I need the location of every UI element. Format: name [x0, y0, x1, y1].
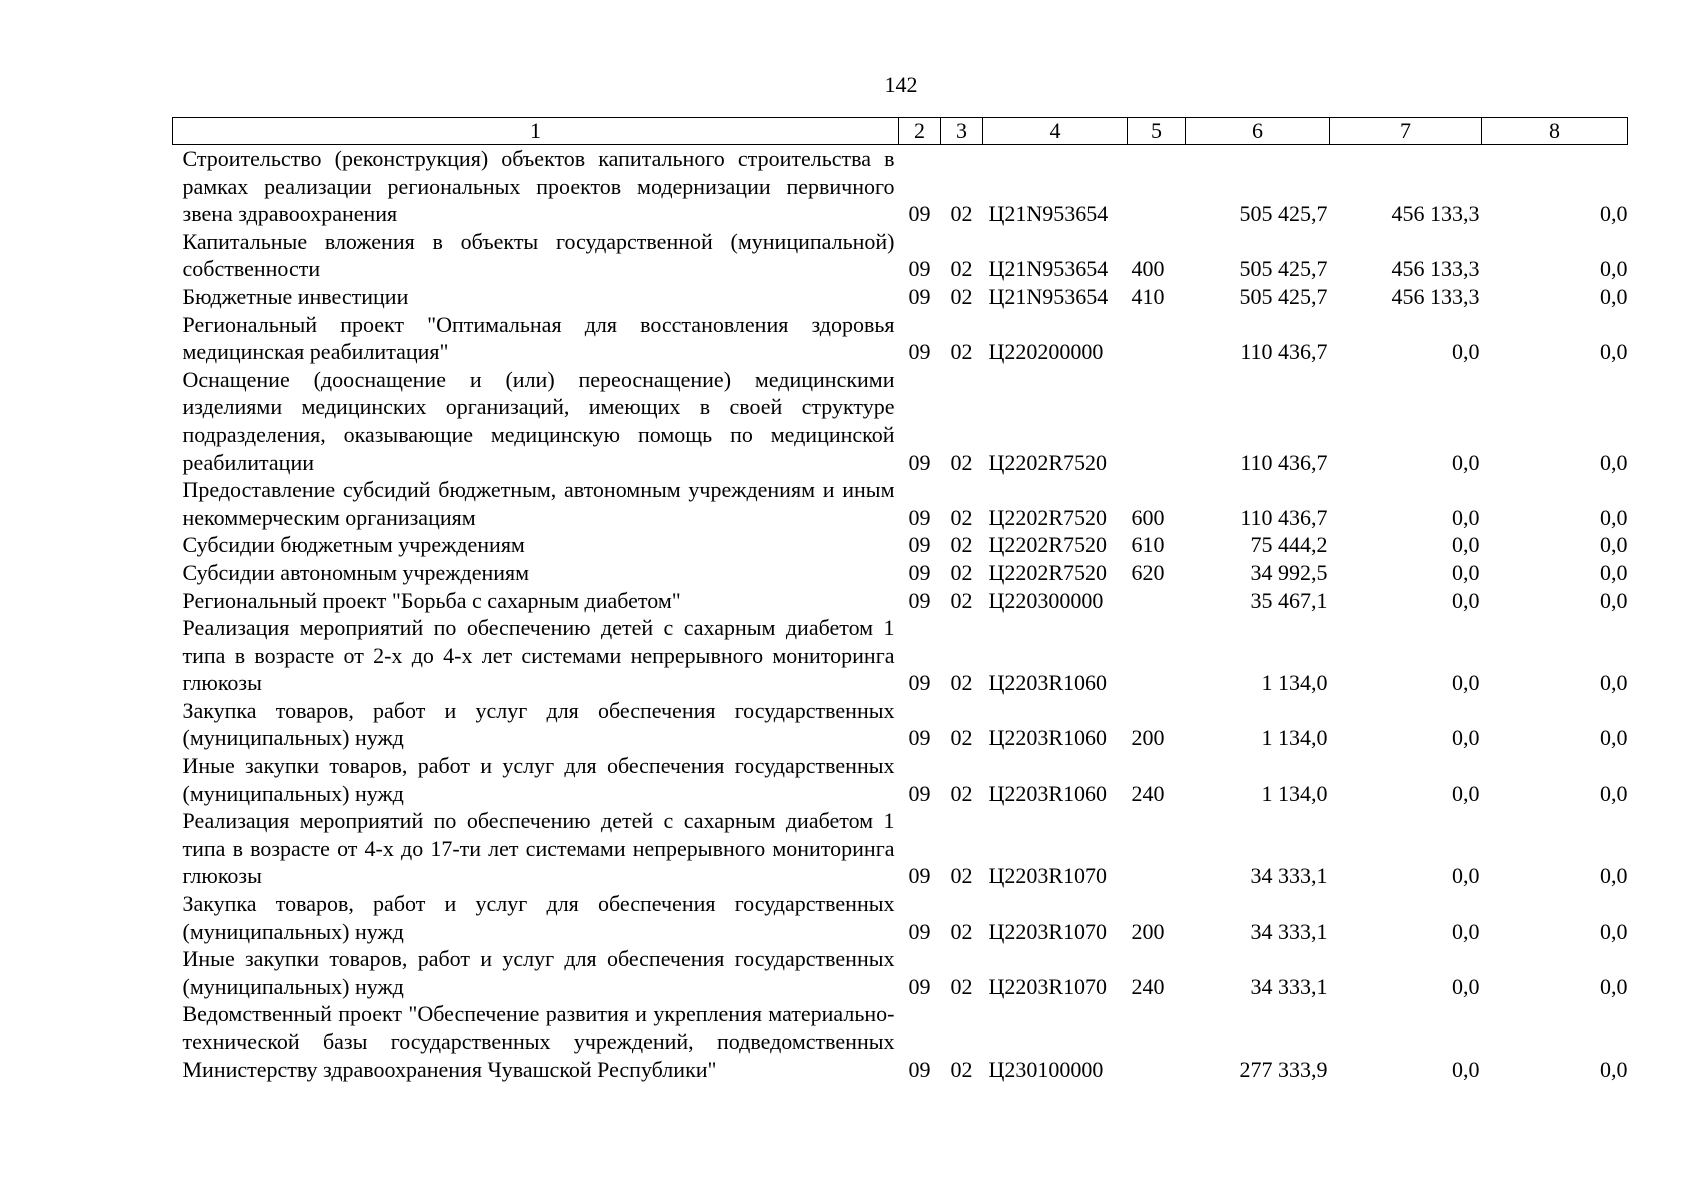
row-amount-year-1: 277 333,9 [1239, 1056, 1328, 1082]
table-header [173, 118, 1628, 145]
row-name: Иные закупки товаров, работ и услуг для обеспечения государственных (муниципальных) нужд [182, 753, 895, 806]
row-subsection-code: 02 [950, 532, 973, 558]
row-name: Капитальные вложения в объекты государственной (муниципальной) собственности [182, 228, 895, 282]
row-name: Субсидии автономным учреждениям [182, 559, 530, 585]
row-amount-year-2: 0,0 [1452, 504, 1480, 530]
row-target-article: Ц2203R1070 [988, 973, 1108, 999]
row-target-article: Ц220300000 [988, 587, 1104, 613]
row-target-article: Ц21N953654 [988, 256, 1109, 282]
row-expense-type: 240 [1131, 973, 1165, 999]
row-amount-year-1: 110 436,7 [1240, 339, 1328, 365]
header-row [173, 118, 1628, 145]
table-row [173, 697, 1628, 752]
row-amount-year-3: 0,0 [1600, 256, 1628, 282]
row-amount-year-3: 0,0 [1600, 863, 1628, 889]
row-subsection-code: 02 [950, 283, 973, 309]
table-body [173, 145, 1628, 1084]
column-header-4: 4 [983, 118, 1128, 145]
row-section-code: 09 [908, 670, 931, 696]
column-header-7: 7 [1330, 118, 1482, 145]
row-section-code: 09 [908, 559, 931, 585]
row-expense-type: 410 [1131, 283, 1165, 309]
row-expense-type [1128, 614, 1186, 697]
column-header-3: 3 [941, 118, 983, 145]
row-subsection-code: 02 [950, 587, 973, 613]
row-amount-year-2: 0,0 [1452, 780, 1480, 806]
row-section-code: 09 [908, 256, 931, 282]
row-subsection-code: 02 [950, 918, 973, 944]
row-amount-year-3: 0,0 [1600, 918, 1628, 944]
row-expense-type [1128, 807, 1186, 890]
row-expense-type: 620 [1131, 559, 1165, 585]
row-amount-year-2: 0,0 [1452, 339, 1480, 365]
row-name: Иные закупки товаров, работ и услуг для обеспечения государственных (муниципальных) нужд [182, 946, 895, 999]
row-name: Ведомственный проект "Обеспечение развития и укрепления материально-технической базы государственных учреждений, подведомственных Министерству здравоохранения Чувашской Республики" [182, 1001, 895, 1082]
table-row [173, 476, 1628, 531]
row-amount-year-3: 0,0 [1600, 670, 1628, 696]
table-row [173, 1000, 1628, 1083]
table-row [173, 807, 1628, 890]
row-amount-year-1: 1 134,0 [1261, 670, 1328, 696]
row-amount-year-3: 0,0 [1600, 1056, 1628, 1082]
row-target-article: Ц2203R1070 [988, 863, 1108, 889]
row-target-article: Ц2203R1070 [988, 918, 1108, 944]
row-section-code: 09 [908, 1056, 931, 1082]
row-amount-year-3: 0,0 [1600, 283, 1628, 309]
row-amount-year-1: 505 425,7 [1239, 201, 1328, 227]
table-row [173, 559, 1628, 587]
row-amount-year-2: 0,0 [1452, 532, 1480, 558]
row-amount-year-1: 505 425,7 [1239, 256, 1328, 282]
row-subsection-code: 02 [950, 256, 973, 282]
row-section-code: 09 [908, 863, 931, 889]
row-amount-year-2: 0,0 [1452, 863, 1480, 889]
row-name: Реализация мероприятий по обеспечению детей с сахарным диабетом 1 типа в возрасте от 2-х до 4-х лет системами непрерывного мониторинга глюкозы [182, 615, 895, 696]
column-header-5: 5 [1128, 118, 1186, 145]
row-amount-year-2: 0,0 [1452, 449, 1480, 475]
row-subsection-code: 02 [950, 449, 973, 475]
row-target-article: Ц21N953654 [988, 201, 1109, 227]
row-amount-year-1: 110 436,7 [1240, 504, 1328, 530]
row-amount-year-1: 505 425,7 [1239, 283, 1328, 309]
row-amount-year-1: 110 436,7 [1240, 449, 1328, 475]
table-row [173, 531, 1628, 559]
row-amount-year-1: 34 333,1 [1250, 918, 1328, 944]
row-amount-year-2: 0,0 [1452, 973, 1480, 999]
row-name: Субсидии бюджетным учреждениям [182, 532, 525, 558]
row-target-article: Ц2203R1060 [988, 725, 1108, 751]
table-row [173, 752, 1628, 807]
row-amount-year-1: 34 333,1 [1250, 973, 1328, 999]
row-amount-year-3: 0,0 [1600, 587, 1628, 613]
row-expense-type: 610 [1131, 532, 1165, 558]
row-section-code: 09 [908, 725, 931, 751]
table-row [173, 311, 1628, 366]
row-expense-type: 400 [1131, 256, 1165, 282]
row-target-article: Ц2202R7520 [988, 504, 1108, 530]
column-header-2: 2 [899, 118, 941, 145]
row-target-article: Ц2203R1060 [988, 670, 1108, 696]
row-subsection-code: 02 [950, 504, 973, 530]
row-target-article: Ц230100000 [988, 1056, 1104, 1082]
table-row [173, 614, 1628, 697]
row-amount-year-1: 34 333,1 [1250, 863, 1328, 889]
row-expense-type [1128, 1000, 1186, 1083]
column-header-1: 1 [173, 118, 899, 145]
row-amount-year-3: 0,0 [1600, 449, 1628, 475]
table-row [173, 587, 1628, 615]
row-name: Закупка товаров, работ и услуг для обеспечения государственных (муниципальных) нужд [182, 891, 895, 944]
row-amount-year-2: 0,0 [1452, 725, 1480, 751]
row-expense-type [1128, 366, 1186, 476]
table-row [173, 366, 1628, 476]
row-amount-year-1: 75 444,2 [1250, 532, 1328, 558]
row-name: Закупка товаров, работ и услуг для обеспечения государственных (муниципальных) нужд [182, 697, 895, 751]
row-target-article: Ц2202R7520 [988, 449, 1108, 475]
row-expense-type: 600 [1131, 504, 1165, 530]
row-expense-type [1128, 311, 1186, 366]
row-name: Оснащение (дооснащение и (или) переоснащение) медицинскими изделиями медицинских организаций, имеющих в своей структуре подразделения, оказывающие медицинскую помощь по медицинской реабилитации [182, 366, 895, 475]
row-name: Строительство (реконструкция) объектов капитального строительства в рамках реализации региональных проектов модернизации первичного звена здравоохранения [182, 146, 895, 227]
row-amount-year-2: 456 133,3 [1391, 201, 1480, 227]
row-amount-year-2: 0,0 [1452, 587, 1480, 613]
row-section-code: 09 [908, 780, 931, 806]
row-amount-year-1: 1 134,0 [1261, 780, 1328, 806]
row-subsection-code: 02 [950, 725, 973, 751]
row-subsection-code: 02 [950, 973, 973, 999]
row-amount-year-1: 35 467,1 [1250, 587, 1328, 613]
row-section-code: 09 [908, 201, 931, 227]
column-header-8: 8 [1482, 118, 1628, 145]
row-expense-type: 240 [1131, 780, 1165, 806]
row-section-code: 09 [908, 918, 931, 944]
row-amount-year-3: 0,0 [1600, 339, 1628, 365]
row-name: Региональный проект "Оптимальная для восстановления здоровья медицинская реабилитация" [182, 311, 895, 365]
row-subsection-code: 02 [950, 780, 973, 806]
row-amount-year-2: 0,0 [1452, 1056, 1480, 1082]
table-row [173, 228, 1628, 283]
table-row [173, 283, 1628, 311]
row-subsection-code: 02 [950, 863, 973, 889]
row-section-code: 09 [908, 504, 931, 530]
row-name: Реализация мероприятий по обеспечению детей с сахарным диабетом 1 типа в возрасте от 4-х до 17-ти лет системами непрерывного мониторинга глюкозы [182, 808, 895, 889]
row-expense-type: 200 [1131, 918, 1165, 944]
row-amount-year-2: 0,0 [1452, 559, 1480, 585]
row-amount-year-2: 0,0 [1452, 918, 1480, 944]
row-expense-type: 200 [1131, 725, 1165, 751]
budget-table [172, 117, 1628, 1083]
row-amount-year-2: 456 133,3 [1391, 283, 1480, 309]
row-target-article: Ц2202R7520 [988, 559, 1108, 585]
row-section-code: 09 [908, 587, 931, 613]
row-expense-type [1128, 145, 1186, 228]
row-name: Региональный проект "Борьба с сахарным диабетом" [182, 587, 681, 613]
row-section-code: 09 [908, 449, 931, 475]
row-amount-year-3: 0,0 [1600, 973, 1628, 999]
row-subsection-code: 02 [950, 670, 973, 696]
row-amount-year-3: 0,0 [1600, 504, 1628, 530]
row-section-code: 09 [908, 973, 931, 999]
row-subsection-code: 02 [950, 201, 973, 227]
row-target-article: Ц2202R7520 [988, 532, 1108, 558]
row-amount-year-3: 0,0 [1600, 559, 1628, 585]
row-section-code: 09 [908, 532, 931, 558]
row-amount-year-1: 34 992,5 [1250, 559, 1328, 585]
table-row [173, 945, 1628, 1000]
row-subsection-code: 02 [950, 1056, 973, 1082]
row-amount-year-2: 0,0 [1452, 670, 1480, 696]
row-amount-year-3: 0,0 [1600, 780, 1628, 806]
row-section-code: 09 [908, 339, 931, 365]
row-name: Бюджетные инвестиции [182, 283, 409, 309]
row-subsection-code: 02 [950, 559, 973, 585]
row-subsection-code: 02 [950, 339, 973, 365]
row-section-code: 09 [908, 283, 931, 309]
row-amount-year-3: 0,0 [1600, 532, 1628, 558]
row-amount-year-1: 1 134,0 [1261, 725, 1328, 751]
row-amount-year-3: 0,0 [1600, 201, 1628, 227]
row-amount-year-3: 0,0 [1600, 725, 1628, 751]
row-target-article: Ц2203R1060 [988, 780, 1108, 806]
row-name: Предоставление субсидий бюджетным, автономным учреждениям и иным некоммерческим организациям [182, 477, 895, 530]
column-header-6: 6 [1186, 118, 1330, 145]
row-expense-type [1128, 587, 1186, 615]
row-target-article: Ц21N953654 [988, 283, 1109, 309]
table-row [173, 145, 1628, 228]
table-row [173, 890, 1628, 945]
row-target-article: Ц220200000 [988, 339, 1104, 365]
page-number: 142 [884, 72, 918, 97]
row-amount-year-2: 456 133,3 [1391, 256, 1480, 282]
